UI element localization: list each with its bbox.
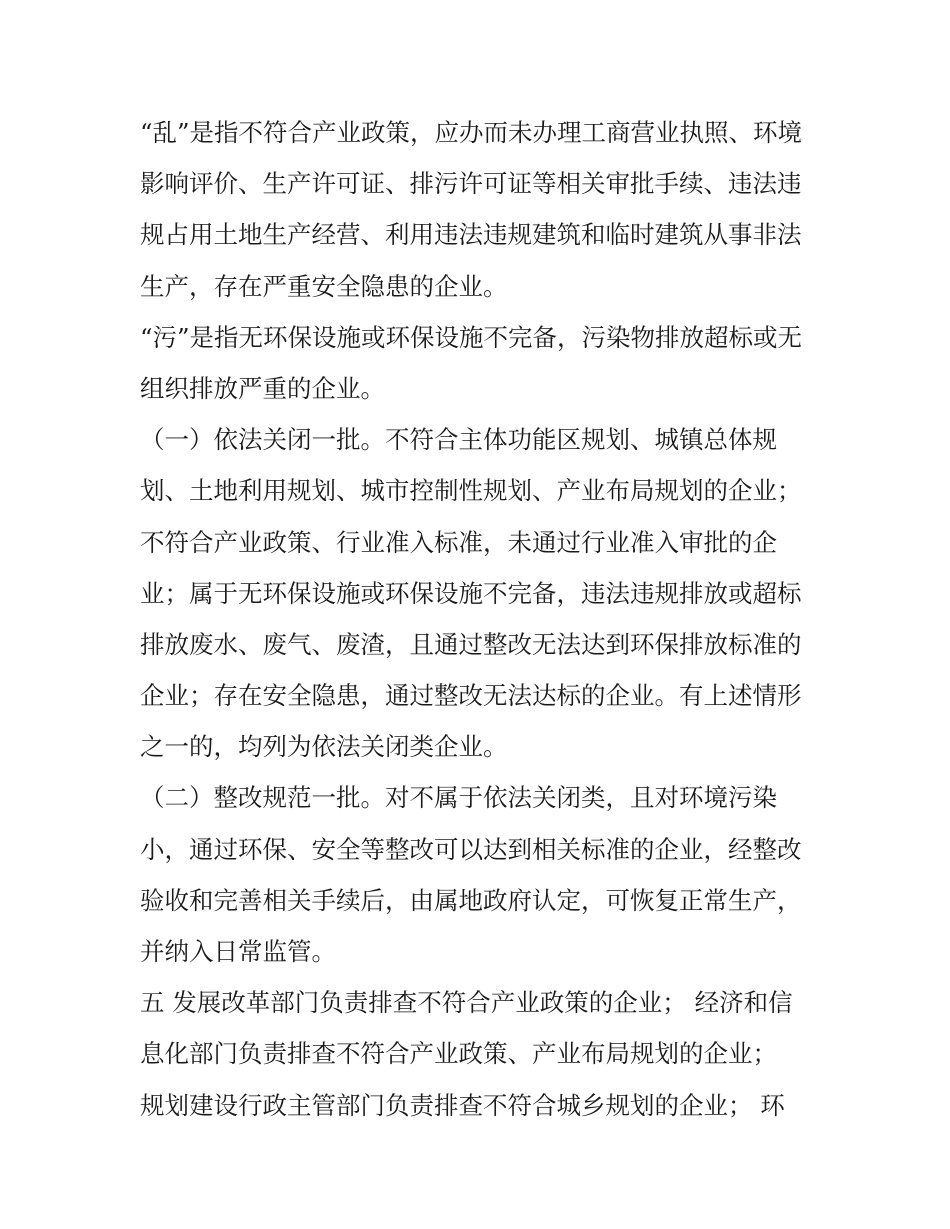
text-line: 小，通过环保、安全等整改可以达到相关标准的企业，经整改 <box>140 834 802 864</box>
text-line: （一）依法关闭一批。不符合主体功能区规划、城镇总体规 <box>140 425 777 455</box>
document-body <box>140 107 820 1131</box>
text-line: 并纳入日常监管。 <box>140 937 336 966</box>
text-line: 排放废水、废气、废渣，且通过整改无法达到环保排放标准的 <box>140 629 802 659</box>
text-line: 五 发展改革部门负责排查不符合产业政策的企业； 经济和信 <box>140 988 793 1018</box>
text-line: 组织排放严重的企业。 <box>140 373 385 403</box>
text-line: 之一的，均列为依法关闭类企业。 <box>140 732 508 762</box>
text-line: 企业；存在安全隐患，通过整改无法达标的企业。有上述情形 <box>140 681 802 711</box>
text-line: 息化部门负责排查不符合产业政策、产业布局规划的企业； <box>140 1039 777 1069</box>
text-line: （二）整改规范一批。对不属于依法关闭类，且对环境污染 <box>140 783 777 813</box>
text-line: 规占用土地生产经营、利用违法违规建筑和临时建筑从事非法 <box>140 220 802 250</box>
text-line: “污”是指无环保设施或环保设施不完备，污染物排放超标或无 <box>140 322 803 352</box>
text-line: 影响评价、生产许可证、排污许可证等相关审批手续、违法违 <box>140 169 802 199</box>
text-line: 生产，存在严重安全隐患的企业。 <box>140 271 508 301</box>
text-line: 验收和完善相关手续后，由属地政府认定，可恢复正常生产， <box>140 885 802 915</box>
text-line: 划、土地利用规划、城市控制性规划、产业布局规划的企业； <box>140 476 802 506</box>
text-line: 业；属于无环保设施或环保设施不完备，违法违规排放或超标 <box>140 578 802 608</box>
text-line: 不符合产业政策、行业准入标准，未通过行业准入审批的企 <box>140 527 777 557</box>
text-line: 规划建设行政主管部门负责排查不符合城乡规划的企业； 环 <box>140 1090 785 1120</box>
text-line: “乱”是指不符合产业政策，应办而未办理工商营业执照、环境 <box>140 118 803 147</box>
